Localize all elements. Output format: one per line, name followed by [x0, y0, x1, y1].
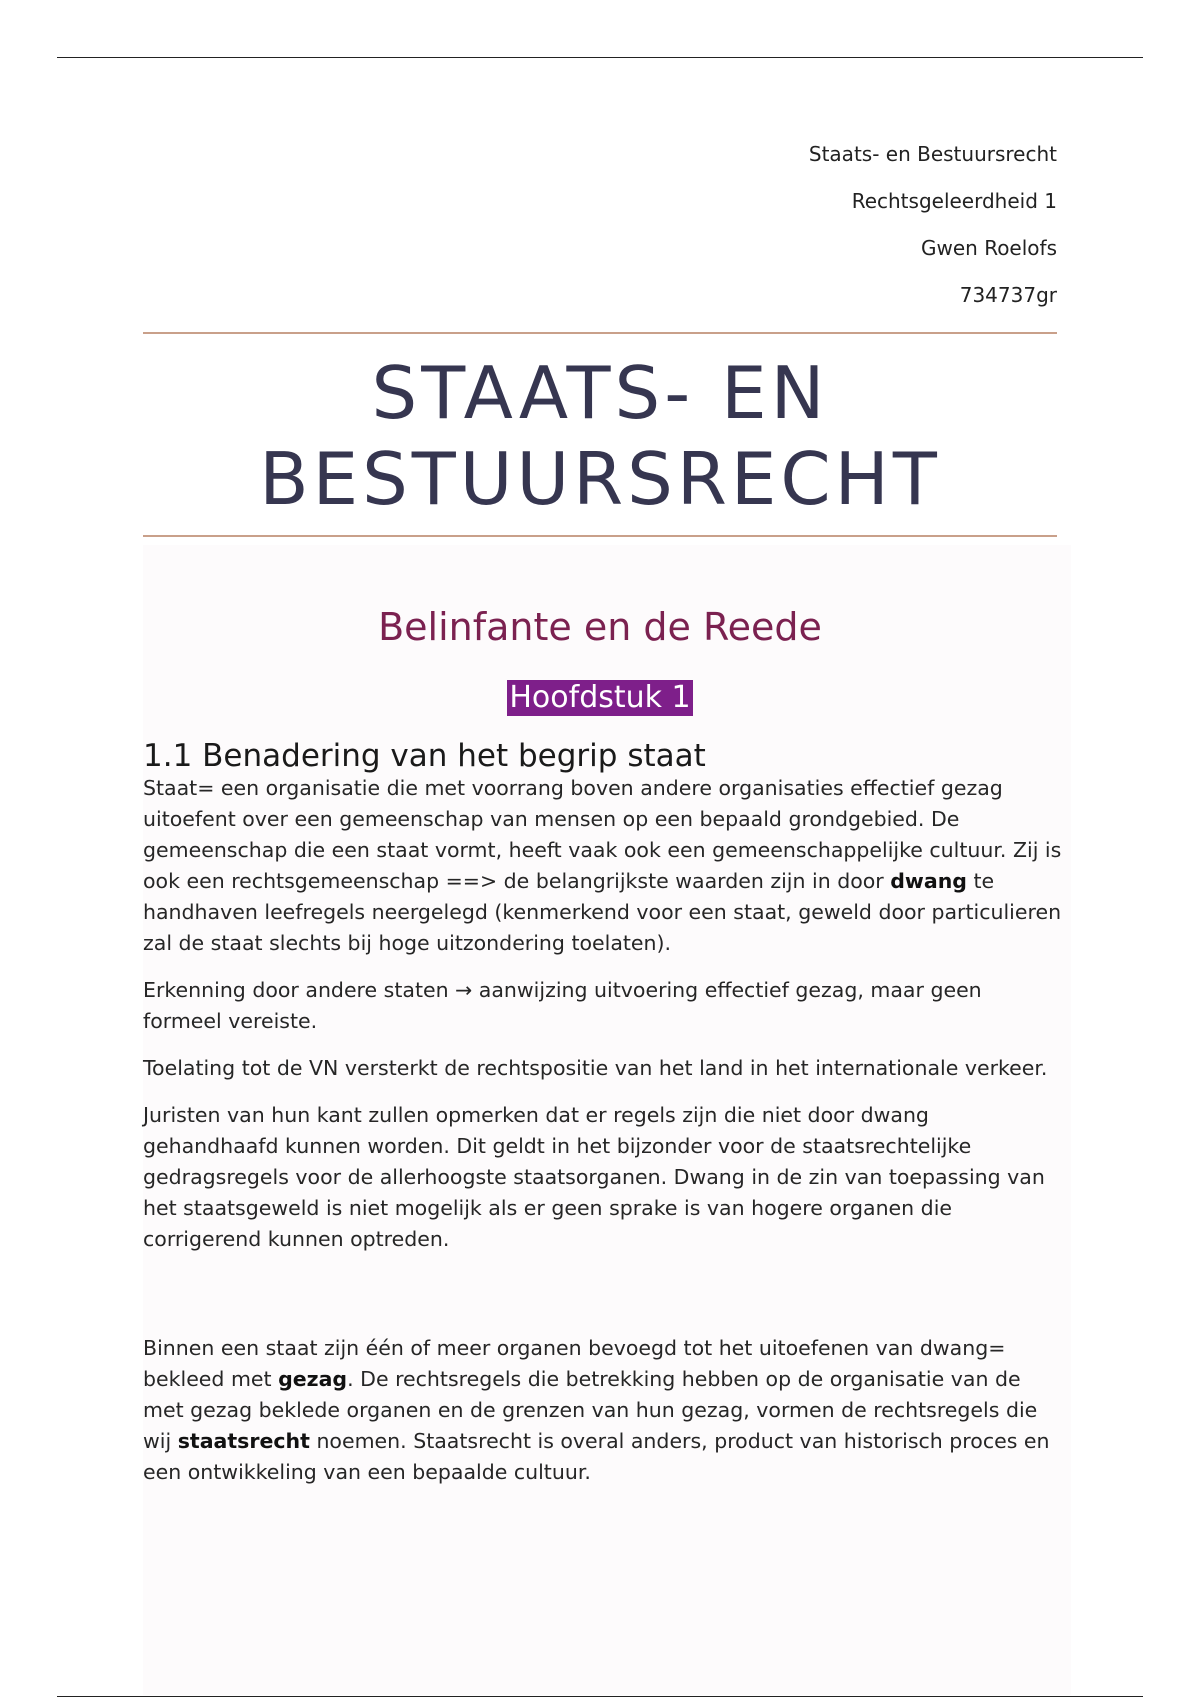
paragraph-1	[143, 773, 1063, 959]
paragraph-3: Toelating tot de VN versterkt de rechtspositie van het land in het internationale verkeer.	[143, 1056, 1048, 1080]
document-meta	[143, 140, 1057, 328]
paragraph-1-bold: dwang	[890, 869, 967, 893]
chapter-heading-wrap	[143, 680, 1057, 716]
page-bottom-rule	[57, 1696, 1143, 1697]
meta-program: Rechtsgeleerdheid 1	[851, 189, 1057, 213]
paragraph-spacer	[143, 1271, 1063, 1333]
title-top-rule	[143, 332, 1057, 334]
paragraph-1-text-b: te handhaven leefregels neergelegd (kenmerkend voor een staat, geweld door particulieren zal de staat slechts bij hoge uitzondering toelaten).	[143, 869, 1062, 955]
paragraph-5	[143, 1333, 1063, 1488]
paragraph-4: Juristen van hun kant zullen opmerken dat er regels zijn die niet door dwang gehandhaafd kunnen worden. Dit geldt in het bijzonder voor de staatsrechtelijke gedragsregels voor de allerhoogste staatsorganen. Dwang in de zin van toepassing van het staatsgeweld is niet mogelijk als er geen sprake is van hogere organen die corrigerend kunnen optreden.	[143, 1103, 1045, 1251]
document-subtitle: Belinfante en de Reede	[378, 605, 822, 649]
page-top-rule	[57, 57, 1143, 58]
document-title-line2: BESTUURSRECHT	[259, 437, 941, 521]
section-heading: 1.1 Benadering van het begrip staat	[143, 738, 706, 774]
document-title-line1: STAATS- EN	[371, 351, 829, 435]
paragraph-2: Erkenning door andere staten → aanwijzing uitvoering effectief gezag, maar geen formeel vereiste.	[143, 978, 982, 1033]
chapter-heading: Hoofdstuk 1	[509, 680, 691, 715]
meta-author: Gwen Roelofs	[921, 236, 1057, 260]
paragraph-5-text-a: Binnen een staat zijn één of meer organen bevoegd tot het uitoefenen van dwang= bekleed met	[143, 1336, 1006, 1391]
section-body	[143, 773, 1063, 1504]
document-title	[143, 350, 1057, 522]
paragraph-5-bold-1: gezag	[278, 1367, 348, 1391]
paragraph-5-bold-2: staatsrecht	[177, 1429, 310, 1453]
paragraph-5-text-c: noemen. Staatsrecht is overal anders, product van historisch proces en een ontwikkeling van een bepaalde cultuur.	[143, 1429, 1050, 1484]
title-bottom-rule	[143, 535, 1057, 537]
paragraph-1-text-a: Staat= een organisatie die met voorrang boven andere organisaties effectief gezag uitoefent over een gemeenschap van mensen op een bepaald grondgebied. De gemeenschap die een staat vormt, heeft vaak ook een gemeenschappelijke cultuur. Zij is ook een rechtsgemeenschap ==> de belangrijkste waarden zijn in door	[143, 776, 1062, 893]
meta-student-id: 734737gr	[959, 283, 1057, 307]
paragraph-5-text-b: . De rechtsregels die betrekking hebben op de organisatie van de met gezag beklede organen en de grenzen van hun gezag, vormen de rechtsregels die wij	[143, 1367, 1038, 1453]
meta-course: Staats- en Bestuursrecht	[808, 142, 1057, 166]
